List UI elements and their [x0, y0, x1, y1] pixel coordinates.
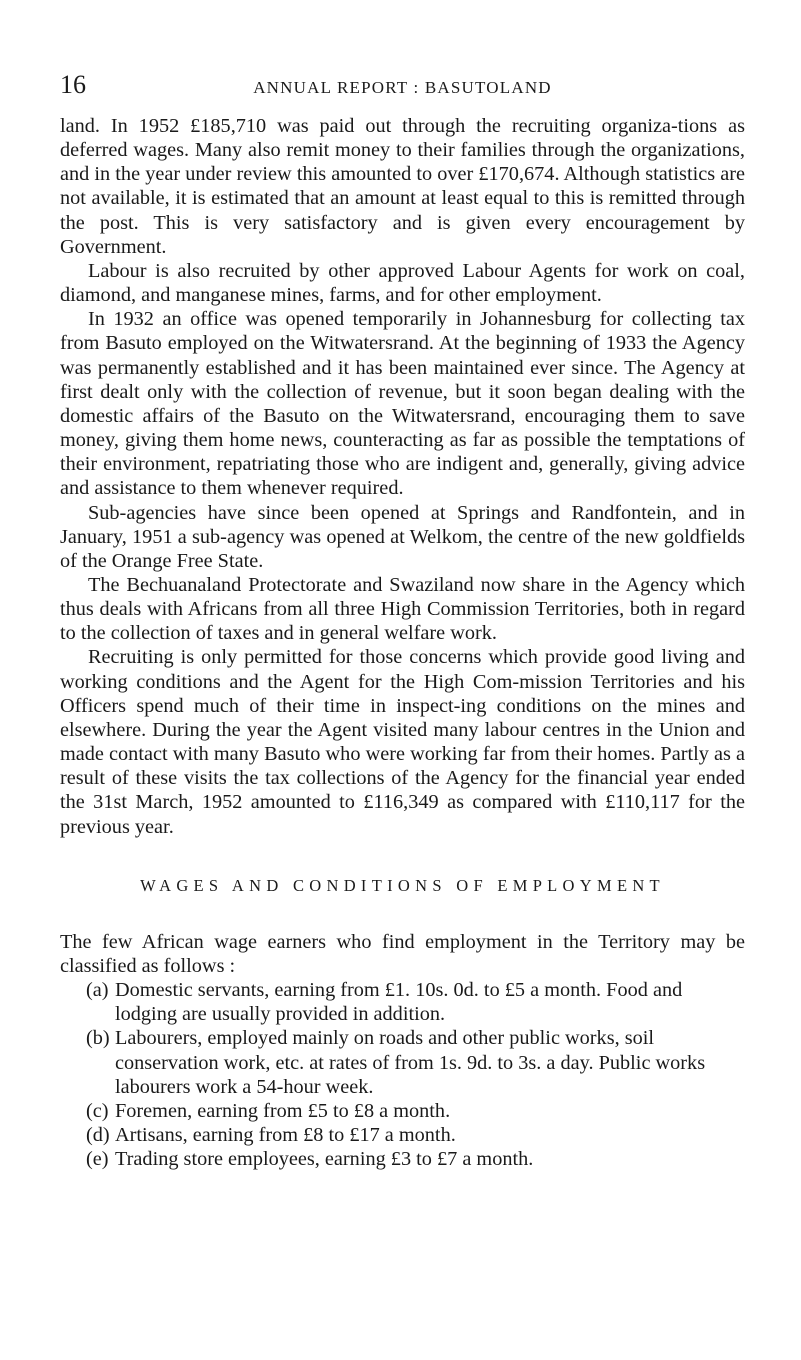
- paragraph: Sub-agencies have since been opened at Springs and Randfontein, and in January, 1951 a sub-agency was opened at Welkom, the centre of the new goldfields of the Orange Free State.: [60, 501, 745, 572]
- page-number: 16: [60, 70, 86, 99]
- list-item-label: (a): [86, 979, 109, 1002]
- paragraph: land. In 1952 £185,710 was paid out through the recruiting organiza-tions as deferred wages. Many also remit money to their families through the organizations, and in the year under review this amounted to over £170,674. Although statistics are not available, it is estimated that an amount at least equal to this is remitted through the post. This is very satisfactory and is given every encouragement by Government.: [60, 115, 745, 258]
- list-item-text: Foremen, earning from £5 to £8 a month.: [115, 1099, 451, 1122]
- paragraph: Recruiting is only permitted for those concerns which provide good living and working conditions and the Agent for the High Com-mission Territories and his Officers spend much of their time in inspect-ing conditions on the mines and elsewhere. During the year the Agent visited many labour centres in the Union and made contact with many Basuto who were working far from their homes. Partly as a result of these visits the tax collections of the Agency for the financial year ended the 31st March, 1952 amounted to £116,349 as compared with £110,117 for the previous year.: [60, 646, 745, 838]
- page-header: [60, 70, 745, 100]
- list-item-text: Trading store employees, earning £3 to £7 a month.: [115, 1148, 534, 1171]
- list-item: [60, 1123, 745, 1147]
- employment-list: [60, 978, 745, 1171]
- list-item: [60, 1026, 745, 1098]
- list-item-text: Domestic servants, earning from £1. 10s. 0d. to £5 a month. Food and lodging are usually provided in addition.: [115, 979, 683, 1026]
- list-item: [60, 978, 745, 1026]
- list-item: [60, 1147, 745, 1171]
- list-item-label: (c): [86, 1099, 109, 1122]
- paragraph: The Bechuanaland Protectorate and Swaziland now share in the Agency which thus deals with Africans from all three High Commission Territories, both in regard to the collection of taxes and in general welfare work.: [60, 573, 745, 645]
- list-item-label: (b): [86, 1027, 110, 1050]
- paragraph: In 1932 an office was opened temporarily in Johannesburg for collecting tax from Basuto employed on the Witwatersrand. At the beginning of 1933 the Agency was permanently established and it has been maintained ever since. The Agency at first dealt only with the collection of revenue, but it soon began dealing with the domestic affairs of the Basuto on the Witwatersrand, encouraging them to save money, giving them home news, counteracting as far as possible the temptations of their environment, repatriating those who are indigent and, generally, giving advice and assistance to them whenever required.: [60, 308, 745, 500]
- section-intro: The few African wage earners who find employment in the Territory may be classified as follows :: [60, 930, 745, 977]
- body-text: [60, 114, 745, 1171]
- list-item-label: (e): [86, 1148, 109, 1171]
- list-item-text: Labourers, employed mainly on roads and other public works, soil conservation work, etc. at rates of from 1s. 9d. to 3s. a day. Public works labourers work a 54-hour week.: [115, 1027, 706, 1098]
- list-item-label: (d): [86, 1124, 110, 1147]
- list-item: [60, 1099, 745, 1123]
- paragraph: Labour is also recruited by other approved Labour Agents for work on coal, diamond, and manganese mines, farms, and for other employment.: [60, 259, 745, 307]
- report-page: [0, 70, 801, 1360]
- list-item-text: Artisans, earning from £8 to £17 a month.: [115, 1124, 456, 1147]
- running-head: ANNUAL REPORT : BASUTOLAND: [253, 78, 552, 97]
- section-heading: WAGES AND CONDITIONS OF EMPLOYMENT: [140, 875, 665, 895]
